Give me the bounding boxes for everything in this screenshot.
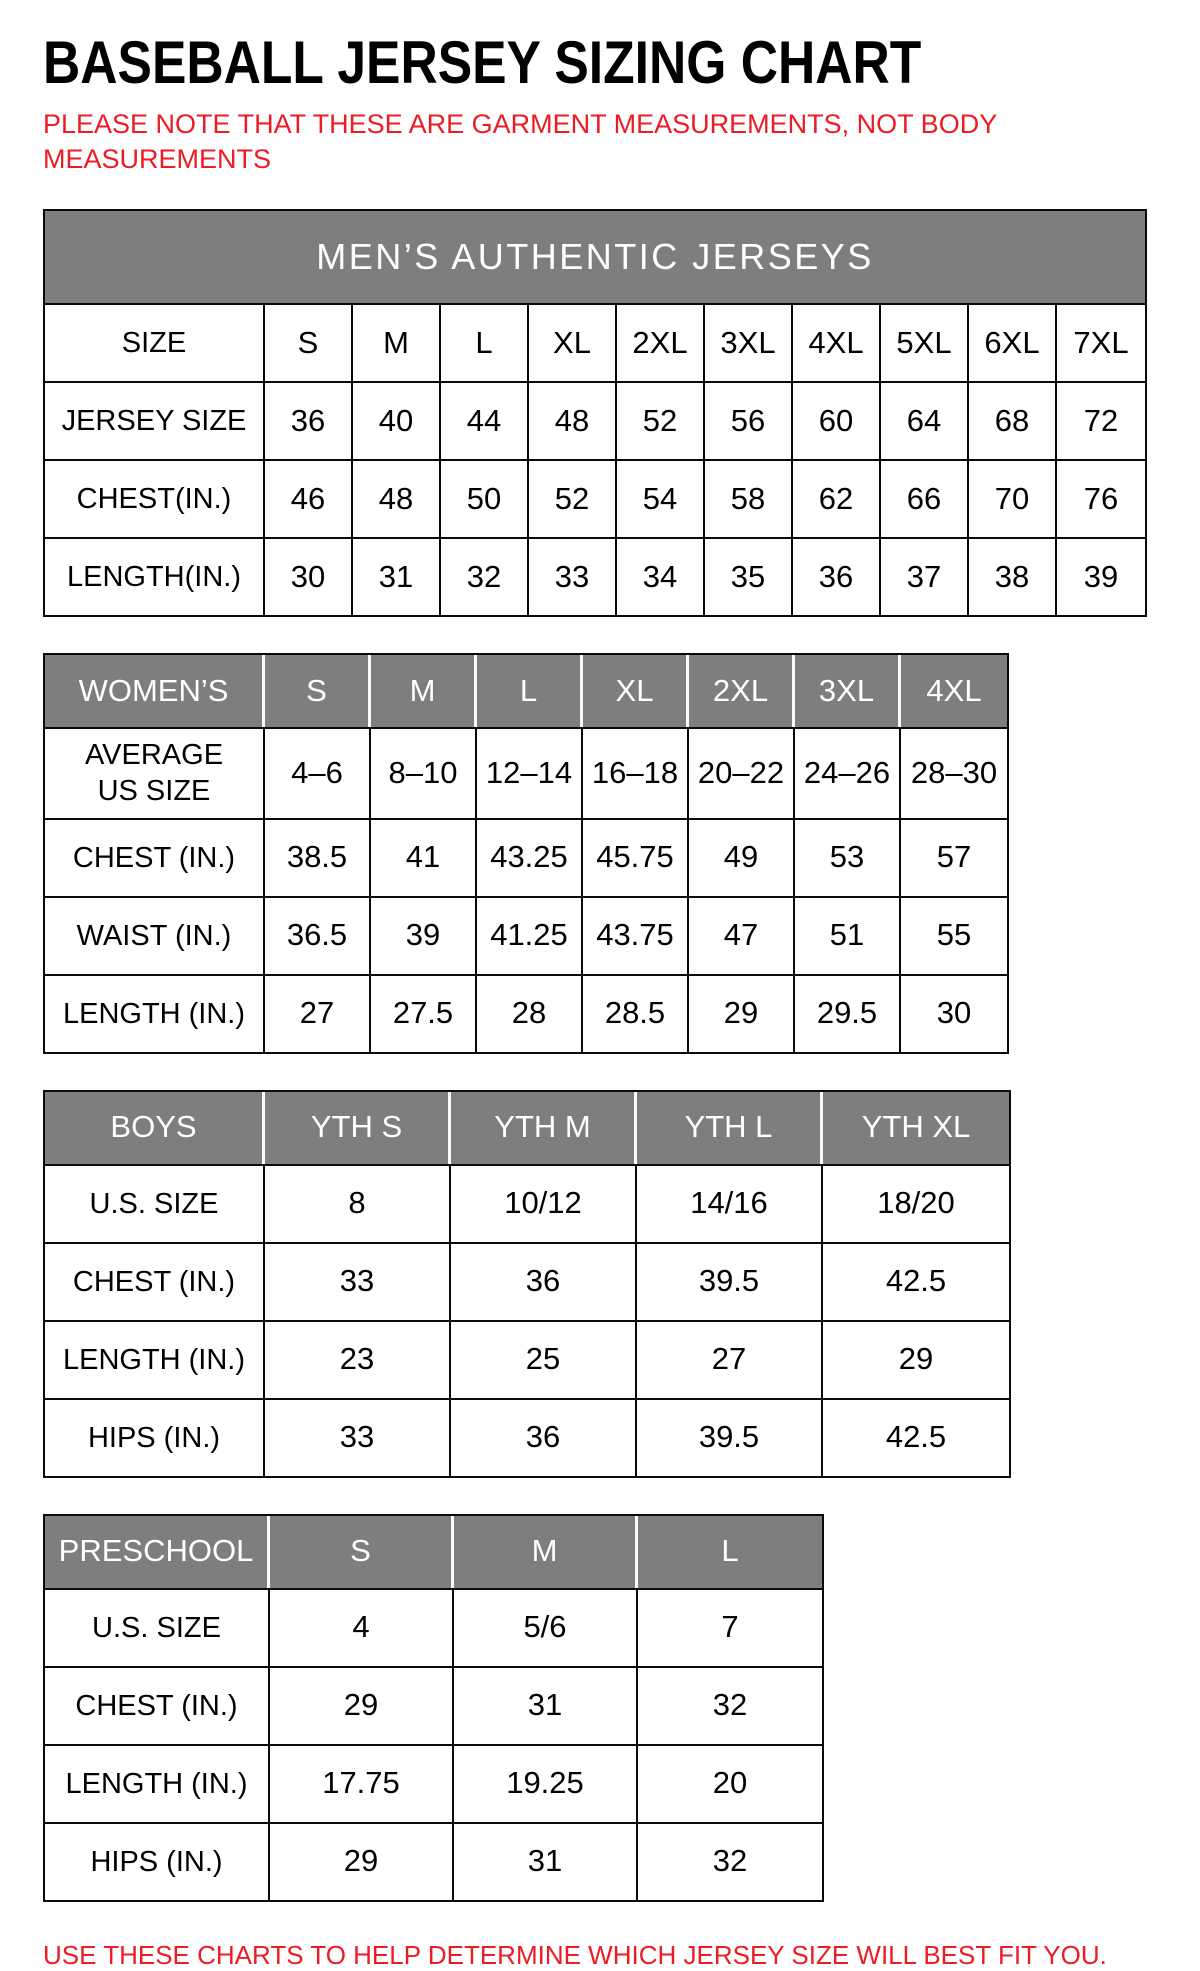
data-cell: 20–22 bbox=[689, 727, 795, 818]
preschool-header-cell: S bbox=[270, 1516, 454, 1588]
preschool-header-cell: L bbox=[638, 1516, 822, 1588]
data-cell: 23 bbox=[265, 1320, 451, 1398]
row-label: HIPS (IN.) bbox=[45, 1822, 270, 1900]
boys-row bbox=[45, 1242, 1009, 1320]
data-cell: 66 bbox=[881, 459, 969, 537]
womens-row bbox=[45, 974, 1007, 1052]
data-cell: 6XL bbox=[969, 303, 1057, 381]
data-cell: 8–10 bbox=[371, 727, 477, 818]
boys-header-cell: YTH XL bbox=[823, 1092, 1009, 1164]
row-label: CHEST (IN.) bbox=[45, 818, 265, 896]
data-cell: 27 bbox=[265, 974, 371, 1052]
data-cell: 25 bbox=[451, 1320, 637, 1398]
row-label: LENGTH(IN.) bbox=[45, 537, 265, 615]
mens-row bbox=[45, 537, 1145, 615]
boys-header-label: BOYS bbox=[45, 1092, 265, 1164]
data-cell: 33 bbox=[265, 1242, 451, 1320]
data-cell: 60 bbox=[793, 381, 881, 459]
data-cell: XL bbox=[529, 303, 617, 381]
data-cell: 68 bbox=[969, 381, 1057, 459]
row-label: SIZE bbox=[45, 303, 265, 381]
data-cell: 41.25 bbox=[477, 896, 583, 974]
preschool-row bbox=[45, 1588, 822, 1666]
row-label: HIPS (IN.) bbox=[45, 1398, 265, 1476]
data-cell: 4XL bbox=[793, 303, 881, 381]
data-cell: 4–6 bbox=[265, 727, 371, 818]
womens-header-cell: L bbox=[477, 655, 583, 727]
preschool-header-row bbox=[45, 1516, 822, 1588]
data-cell: 29.5 bbox=[795, 974, 901, 1052]
data-cell: 17.75 bbox=[270, 1744, 454, 1822]
row-label: U.S. SIZE bbox=[45, 1588, 270, 1666]
data-cell: 40 bbox=[353, 381, 441, 459]
data-cell: 42.5 bbox=[823, 1242, 1009, 1320]
data-cell: 53 bbox=[795, 818, 901, 896]
data-cell: 20 bbox=[638, 1744, 822, 1822]
womens-header-cell: S bbox=[265, 655, 371, 727]
data-cell: 39.5 bbox=[637, 1398, 823, 1476]
data-cell: 30 bbox=[901, 974, 1007, 1052]
data-cell: 36.5 bbox=[265, 896, 371, 974]
data-cell: 36 bbox=[793, 537, 881, 615]
data-cell: 31 bbox=[454, 1666, 638, 1744]
data-cell: 3XL bbox=[705, 303, 793, 381]
data-cell: 38.5 bbox=[265, 818, 371, 896]
data-cell: 24–26 bbox=[795, 727, 901, 818]
data-cell: 70 bbox=[969, 459, 1057, 537]
preschool-header-label: PRESCHOOL bbox=[45, 1516, 270, 1588]
data-cell: 18/20 bbox=[823, 1164, 1009, 1242]
data-cell: 29 bbox=[270, 1666, 454, 1744]
data-cell: 5XL bbox=[881, 303, 969, 381]
data-cell: 47 bbox=[689, 896, 795, 974]
data-cell: 36 bbox=[265, 381, 353, 459]
row-label: AVERAGE US SIZE bbox=[45, 727, 265, 818]
mens-row bbox=[45, 381, 1145, 459]
preschool-row bbox=[45, 1666, 822, 1744]
data-cell: 45.75 bbox=[583, 818, 689, 896]
womens-header-cell: XL bbox=[583, 655, 689, 727]
page-title: BASEBALL JERSEY SIZING CHART bbox=[43, 29, 922, 96]
data-cell: 72 bbox=[1057, 381, 1145, 459]
womens-header-label: WOMEN’S bbox=[45, 655, 265, 727]
data-cell: 46 bbox=[265, 459, 353, 537]
womens-header-cell: M bbox=[371, 655, 477, 727]
data-cell: 51 bbox=[795, 896, 901, 974]
row-label: LENGTH (IN.) bbox=[45, 1744, 270, 1822]
row-label: LENGTH (IN.) bbox=[45, 1320, 265, 1398]
row-label: CHEST(IN.) bbox=[45, 459, 265, 537]
preschool-row bbox=[45, 1744, 822, 1822]
data-cell: 36 bbox=[451, 1398, 637, 1476]
data-cell: 2XL bbox=[617, 303, 705, 381]
womens-row bbox=[45, 896, 1007, 974]
preschool-row bbox=[45, 1822, 822, 1900]
data-cell: 28.5 bbox=[583, 974, 689, 1052]
boys-header-cell: YTH S bbox=[265, 1092, 451, 1164]
data-cell: 19.25 bbox=[454, 1744, 638, 1822]
data-cell: 28 bbox=[477, 974, 583, 1052]
data-cell: 27.5 bbox=[371, 974, 477, 1052]
row-label: LENGTH (IN.) bbox=[45, 974, 265, 1052]
data-cell: 7XL bbox=[1057, 303, 1145, 381]
data-cell: 52 bbox=[529, 459, 617, 537]
data-cell: 58 bbox=[705, 459, 793, 537]
data-cell: 29 bbox=[270, 1822, 454, 1900]
data-cell: 48 bbox=[529, 381, 617, 459]
data-cell: 39.5 bbox=[637, 1242, 823, 1320]
data-cell: 57 bbox=[901, 818, 1007, 896]
data-cell: 76 bbox=[1057, 459, 1145, 537]
boys-row bbox=[45, 1320, 1009, 1398]
data-cell: 32 bbox=[638, 1666, 822, 1744]
boys-header-cell: YTH M bbox=[451, 1092, 637, 1164]
data-cell: 29 bbox=[689, 974, 795, 1052]
mens-table bbox=[43, 209, 1147, 617]
data-cell: 48 bbox=[353, 459, 441, 537]
boys-table bbox=[43, 1090, 1011, 1478]
data-cell: 16–18 bbox=[583, 727, 689, 818]
data-cell: L bbox=[441, 303, 529, 381]
row-label: CHEST (IN.) bbox=[45, 1242, 265, 1320]
mens-row bbox=[45, 303, 1145, 381]
womens-header-cell: 4XL bbox=[901, 655, 1007, 727]
data-cell: 32 bbox=[638, 1822, 822, 1900]
row-label: JERSEY SIZE bbox=[45, 381, 265, 459]
data-cell: 8 bbox=[265, 1164, 451, 1242]
boys-header-cell: YTH L bbox=[637, 1092, 823, 1164]
data-cell: M bbox=[353, 303, 441, 381]
mens-row bbox=[45, 459, 1145, 537]
boys-row bbox=[45, 1164, 1009, 1242]
footer-note: USE THESE CHARTS TO HELP DETERMINE WHICH JERSEY SIZE WILL BEST FIT YOU. bbox=[43, 1939, 1107, 1970]
row-label: U.S. SIZE bbox=[45, 1164, 265, 1242]
data-cell: 64 bbox=[881, 381, 969, 459]
data-cell: 30 bbox=[265, 537, 353, 615]
data-cell: 43.25 bbox=[477, 818, 583, 896]
data-cell: 37 bbox=[881, 537, 969, 615]
data-cell: 27 bbox=[637, 1320, 823, 1398]
data-cell: 41 bbox=[371, 818, 477, 896]
data-cell: 10/12 bbox=[451, 1164, 637, 1242]
womens-header-cell: 2XL bbox=[689, 655, 795, 727]
data-cell: 5/6 bbox=[454, 1588, 638, 1666]
data-cell: 55 bbox=[901, 896, 1007, 974]
garment-measurement-note: PLEASE NOTE THAT THESE ARE GARMENT MEASUREMENTS, NOT BODY MEASUREMENTS bbox=[43, 109, 997, 175]
data-cell: 4 bbox=[270, 1588, 454, 1666]
data-cell: 54 bbox=[617, 459, 705, 537]
data-cell: 50 bbox=[441, 459, 529, 537]
data-cell: 34 bbox=[617, 537, 705, 615]
womens-header-cell: 3XL bbox=[795, 655, 901, 727]
data-cell: 39 bbox=[371, 896, 477, 974]
data-cell: 14/16 bbox=[637, 1164, 823, 1242]
preschool-header-cell: M bbox=[454, 1516, 638, 1588]
data-cell: 62 bbox=[793, 459, 881, 537]
data-cell: 36 bbox=[451, 1242, 637, 1320]
data-cell: 31 bbox=[454, 1822, 638, 1900]
data-cell: S bbox=[265, 303, 353, 381]
data-cell: 52 bbox=[617, 381, 705, 459]
data-cell: 31 bbox=[353, 537, 441, 615]
data-cell: 29 bbox=[823, 1320, 1009, 1398]
data-cell: 33 bbox=[529, 537, 617, 615]
data-cell: 28–30 bbox=[901, 727, 1007, 818]
boys-header-row bbox=[45, 1092, 1009, 1164]
data-cell: 43.75 bbox=[583, 896, 689, 974]
data-cell: 7 bbox=[638, 1588, 822, 1666]
data-cell: 38 bbox=[969, 537, 1057, 615]
data-cell: 44 bbox=[441, 381, 529, 459]
mens-banner: MEN’S AUTHENTIC JERSEYS bbox=[45, 211, 1145, 303]
womens-row bbox=[45, 818, 1007, 896]
data-cell: 42.5 bbox=[823, 1398, 1009, 1476]
data-cell: 35 bbox=[705, 537, 793, 615]
data-cell: 32 bbox=[441, 537, 529, 615]
womens-row bbox=[45, 727, 1007, 818]
tables-container bbox=[43, 209, 1200, 1938]
boys-row bbox=[45, 1398, 1009, 1476]
preschool-table bbox=[43, 1514, 824, 1902]
data-cell: 33 bbox=[265, 1398, 451, 1476]
row-label: CHEST (IN.) bbox=[45, 1666, 270, 1744]
data-cell: 56 bbox=[705, 381, 793, 459]
womens-header-row bbox=[45, 655, 1007, 727]
row-label: WAIST (IN.) bbox=[45, 896, 265, 974]
data-cell: 39 bbox=[1057, 537, 1145, 615]
data-cell: 12–14 bbox=[477, 727, 583, 818]
womens-table bbox=[43, 653, 1009, 1054]
data-cell: 49 bbox=[689, 818, 795, 896]
